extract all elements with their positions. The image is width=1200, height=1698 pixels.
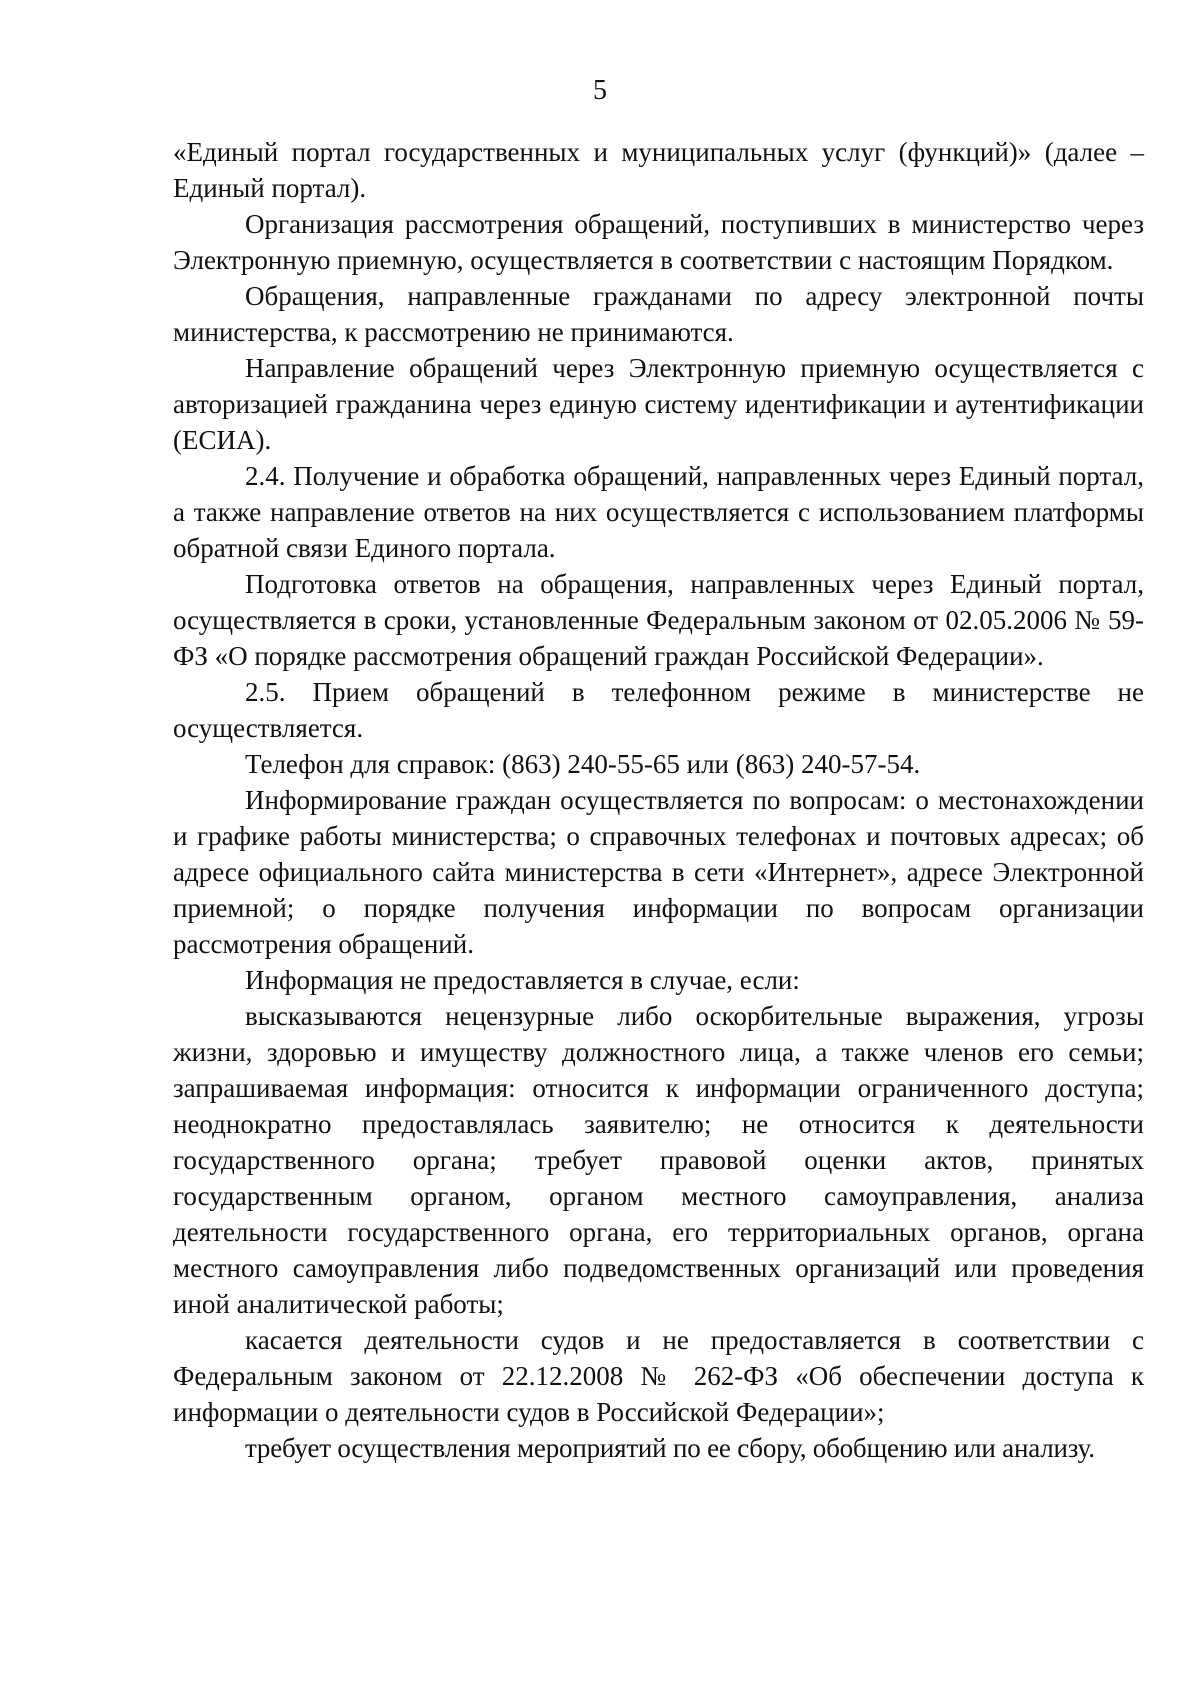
paragraph: высказываются нецензурные либо оскорбительные выражения, угрозы жизни, здоровью и имуществу должностного лица, а также членов его семьи; запрашиваемая информация: относится к информации ограниченного доступа; неоднократно предоставлялась заявителю; не относится к деятельности государственного органа; требует правовой оценки актов, принятых государственным органом, органом местного самоуправления, анализа деятельности государственного органа, его территориальных органов, органа местного самоуправления либо подведомственных организаций или проведения иной аналитической работы; [173, 1001, 1144, 1319]
paragraph: Обращения, направленные гражданами по адресу электронной почты министерства, к рассмотрению не принимаются. [173, 281, 1144, 347]
paragraph: Телефон для справок: (863) 240-55-65 или (863) 240-57-54. [245, 749, 921, 779]
paragraph: требует осуществления мероприятий по ее сбору, обобщению или анализу. [245, 1433, 1095, 1463]
paragraph: «Единый портал государственных и муниципальных услуг (функций)» (далее – Единый портал). [173, 137, 1144, 203]
paragraph: Направление обращений через Электронную приемную осуществляется с авторизацией гражданина через единую систему идентификации и аутентификации (ЕСИА). [173, 353, 1144, 455]
paragraph: Информация не предоставляется в случае, если: [245, 965, 800, 995]
paragraph: 2.5. Прием обращений в телефонном режиме в министерстве не осуществляется. [173, 677, 1144, 743]
paragraph: 2.4. Получение и обработка обращений, направленных через Единый портал, а также направление ответов на них осуществляется с использованием платформы обратной связи Единого портала. [173, 461, 1144, 563]
paragraph: Организация рассмотрения обращений, поступивших в министерство через Электронную приемную, осуществляется в соответствии с настоящим Порядком. [173, 209, 1144, 275]
document-body [173, 134, 1144, 1466]
paragraph: Подготовка ответов на обращения, направленных через Единый портал, осуществляется в сроки, установленные Федеральным законом от 02.05.2006 № 59-ФЗ «О порядке рассмотрения обращений граждан Российской Федерации». [173, 569, 1144, 671]
page-number: 5 [593, 75, 607, 106]
paragraph: Информирование граждан осуществляется по вопросам: о местонахождении и графике работы министерства; о справочных телефонах и почтовых адресах; об адресе официального сайта министерства в сети «Интернет», адресе Электронной приемной; о порядке получения информации по вопросам организации рассмотрения обращений. [173, 785, 1144, 959]
paragraph: касается деятельности судов и не предоставляется в соответствии с Федеральным законом от 22.12.2008 № 262-ФЗ «Об обеспечении доступа к информации о деятельности судов в Российской Федерации»; [173, 1325, 1144, 1427]
